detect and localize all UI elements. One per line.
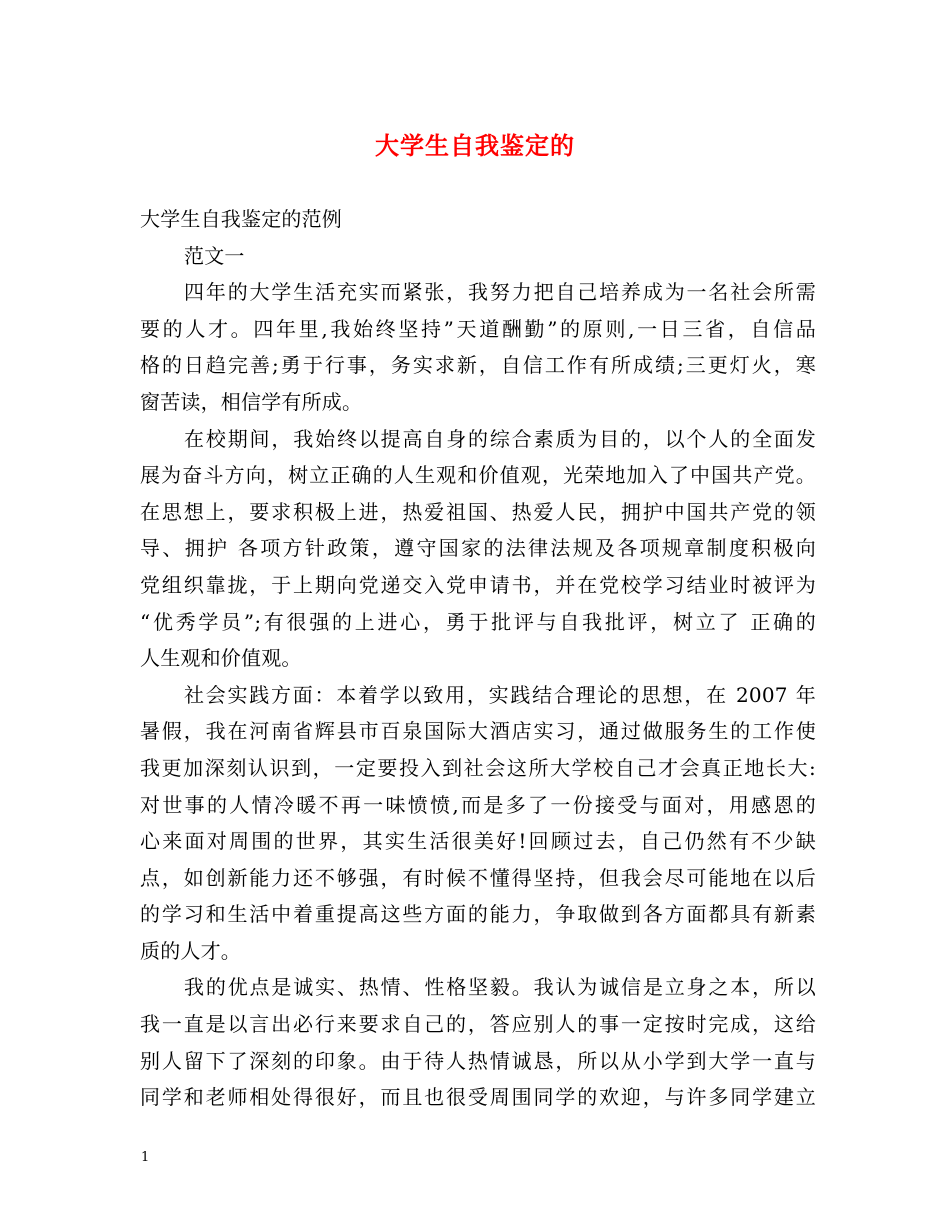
text-line: 质的人才。 <box>140 938 241 963</box>
text-line: 社会实践方面：本着学以致用，实践结合理论的思想，在 2007 年 <box>184 682 816 707</box>
text-line: 我一直是以言出必行来要求自己的，答应别人的事一定按时完成，这给 <box>140 1012 816 1037</box>
text-line: 心来面对周围的世界，其实生活很美好!回顾过去，自己仍然有不少缺 <box>140 829 816 854</box>
text-line: 四年的大学生活充实而紧张，我努力把自己培养成为一名社会所需 <box>184 280 816 305</box>
text-line: 导、拥护 各项方针政策，遵守国家的法律法规及各项规章制度积极向 <box>140 536 816 561</box>
text-line: 我更加深刻认识到，一定要投入到社会这所大学校自己才会真正地长大: <box>140 755 816 780</box>
text-line: 格的日趋完善;勇于行事，务实求新，自信工作有所成绩;三更灯火，寒 <box>140 353 816 378</box>
text-line: 我的优点是诚实、热情、性格坚毅。我认为诚信是立身之本，所以 <box>184 975 816 1000</box>
text-line: 窗苦读，相信学有所成。 <box>140 389 363 414</box>
paragraph-2 <box>140 421 816 677</box>
text-line: 的学习和生活中着重提高这些方面的能力，争取做到各方面都具有新素 <box>140 902 816 927</box>
text-line: 别人留下了深刻的印象。由于待人热情诚恳，所以从小学到大学一直与 <box>140 1048 816 1073</box>
text-line: “优秀学员”;有很强的上进心，勇于批评与自我批评，树立了 正确的 <box>140 609 816 634</box>
text-line: 对世事的人情冷暖不再一味愤愤,而是多了一份接受与面对，用感恩的 <box>140 792 816 817</box>
document-title: 大学生自我鉴定的 <box>375 131 575 160</box>
text-line: 要的人才。四年里,我始终坚持”天道酬勤”的原则,一日三省，自信品 <box>140 316 816 341</box>
paragraph-3 <box>140 677 816 970</box>
text-line: 暑假，我在河南省辉县市百泉国际大酒店实习，通过做服务生的工作使 <box>140 719 816 744</box>
text-line: 在思想上，要求积极上进，热爱祖国、热爱人民，拥护中国共产党的领 <box>140 499 816 524</box>
paragraph-4 <box>140 969 816 1115</box>
text-line: 同学和老师相处得很好，而且也很受周围同学的欢迎，与许多同学建立 <box>140 1085 816 1110</box>
section-subheading: 范文一 <box>184 243 245 268</box>
text-line: 点，如创新能力还不够强，有时候不懂得坚持，但我会尽可能地在以后 <box>140 865 816 890</box>
text-line: 在校期间，我始终以提高自身的综合素质为目的，以个人的全面发 <box>184 426 816 451</box>
page-number: 1 <box>141 1150 150 1165</box>
paragraph-1 <box>140 274 816 420</box>
text-line: 人生观和价值观。 <box>140 646 302 671</box>
text-line: 展为奋斗方向，树立正确的人生观和价值观，光荣地加入了中国共产党。 <box>140 463 816 488</box>
document-body <box>140 201 816 1116</box>
text-line: 党组织靠拢，于上期向党递交入党申请书，并在党校学习结业时被评为 <box>140 572 816 597</box>
section-heading: 大学生自我鉴定的范例 <box>140 207 342 231</box>
